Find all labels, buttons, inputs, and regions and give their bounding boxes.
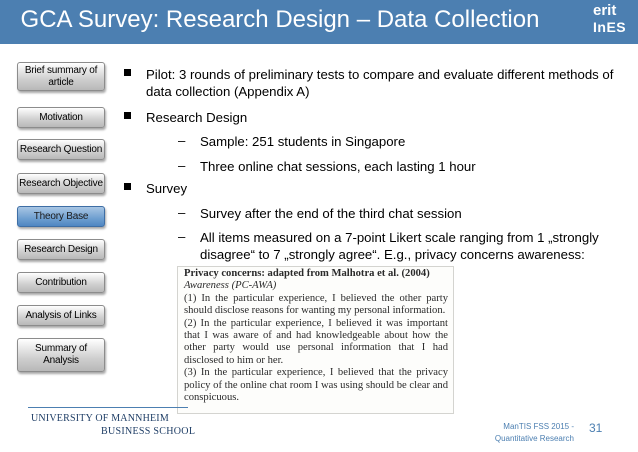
bullet-text: Research Design (146, 110, 248, 125)
sub-bullet-text: Three online chat sessions, each lasting 1 hour (200, 159, 476, 174)
nav-item-brief-summary[interactable]: Brief summary of article (17, 62, 105, 91)
bullet-text: Pilot: 3 rounds of preliminary tests to compare and evaluate different methods of data collection (Appendix A) (146, 67, 614, 99)
dash-marker: – (178, 205, 186, 220)
dash-marker: – (178, 229, 186, 244)
university-logo-line1: UNIVERSITY OF MANNHEIM (31, 413, 169, 424)
excerpt-item-1: (1) In the particular experience, I believed the other party should disclose reasons for wanting my personal information. (184, 292, 448, 317)
erit-ines-logo (575, 2, 635, 42)
bullet-square-icon (124, 183, 131, 190)
nav-item-contribution[interactable]: Contribution (17, 272, 105, 293)
nav-item-research-objective[interactable]: Research Objective (17, 173, 105, 194)
excerpt-item-2: (2) In the particular experience, I believed it was important that I was aware of and had knowledgeable about how the other party would use personal information that I had disclosed to him or her. (184, 317, 448, 366)
nav-item-theory-base[interactable]: Theory Base (17, 206, 105, 227)
nav-item-research-question[interactable]: Research Question (17, 139, 105, 160)
footer-divider (28, 407, 188, 408)
dash-marker: – (178, 158, 186, 173)
dash-marker: – (178, 133, 186, 148)
nav-item-analysis-of-links[interactable]: Analysis of Links (17, 305, 105, 326)
sub-bullet-text: All items measured on a 7-point Likert scale ranging from 1 „strongly disagree“ to 7 „strongly agree“. E.g., privacy concerns awareness: (200, 230, 599, 262)
excerpt-title: Privacy concerns: adapted from Malhotra et al. (2004) (184, 268, 430, 279)
sub-bullet-text: Survey after the end of the third chat session (200, 206, 462, 221)
nav-item-research-design[interactable]: Research Design (17, 239, 105, 260)
nav-item-motivation[interactable]: Motivation (17, 107, 105, 128)
logo-text-top: erit (593, 2, 617, 19)
bullet-square-icon (124, 69, 131, 76)
logo-text-bottom: InES (593, 19, 627, 35)
excerpt-item-3: (3) In the particular experience, I believed that the privacy policy of the online chat room I was using should be clear and conspicuous. (184, 367, 448, 404)
bullet-square-icon (124, 112, 131, 119)
nav-item-summary-of-analysis[interactable]: Summary of Analysis (17, 338, 105, 372)
university-logo-line2: BUSINESS SCHOOL (101, 426, 196, 437)
course-name: ManTIS FSS 2015 - Quantitative Research (494, 422, 574, 443)
page-number: 31 (589, 421, 603, 435)
bullet-text: Survey (146, 181, 188, 196)
slide-title: GCA Survey: Research Design – Data Collection (20, 6, 540, 33)
sub-bullet-text: Sample: 251 students in Singapore (200, 134, 406, 149)
excerpt-subtitle: Awareness (PC-AWA) (184, 280, 277, 292)
questionnaire-excerpt-image (177, 266, 454, 414)
slide-header (0, 0, 638, 44)
